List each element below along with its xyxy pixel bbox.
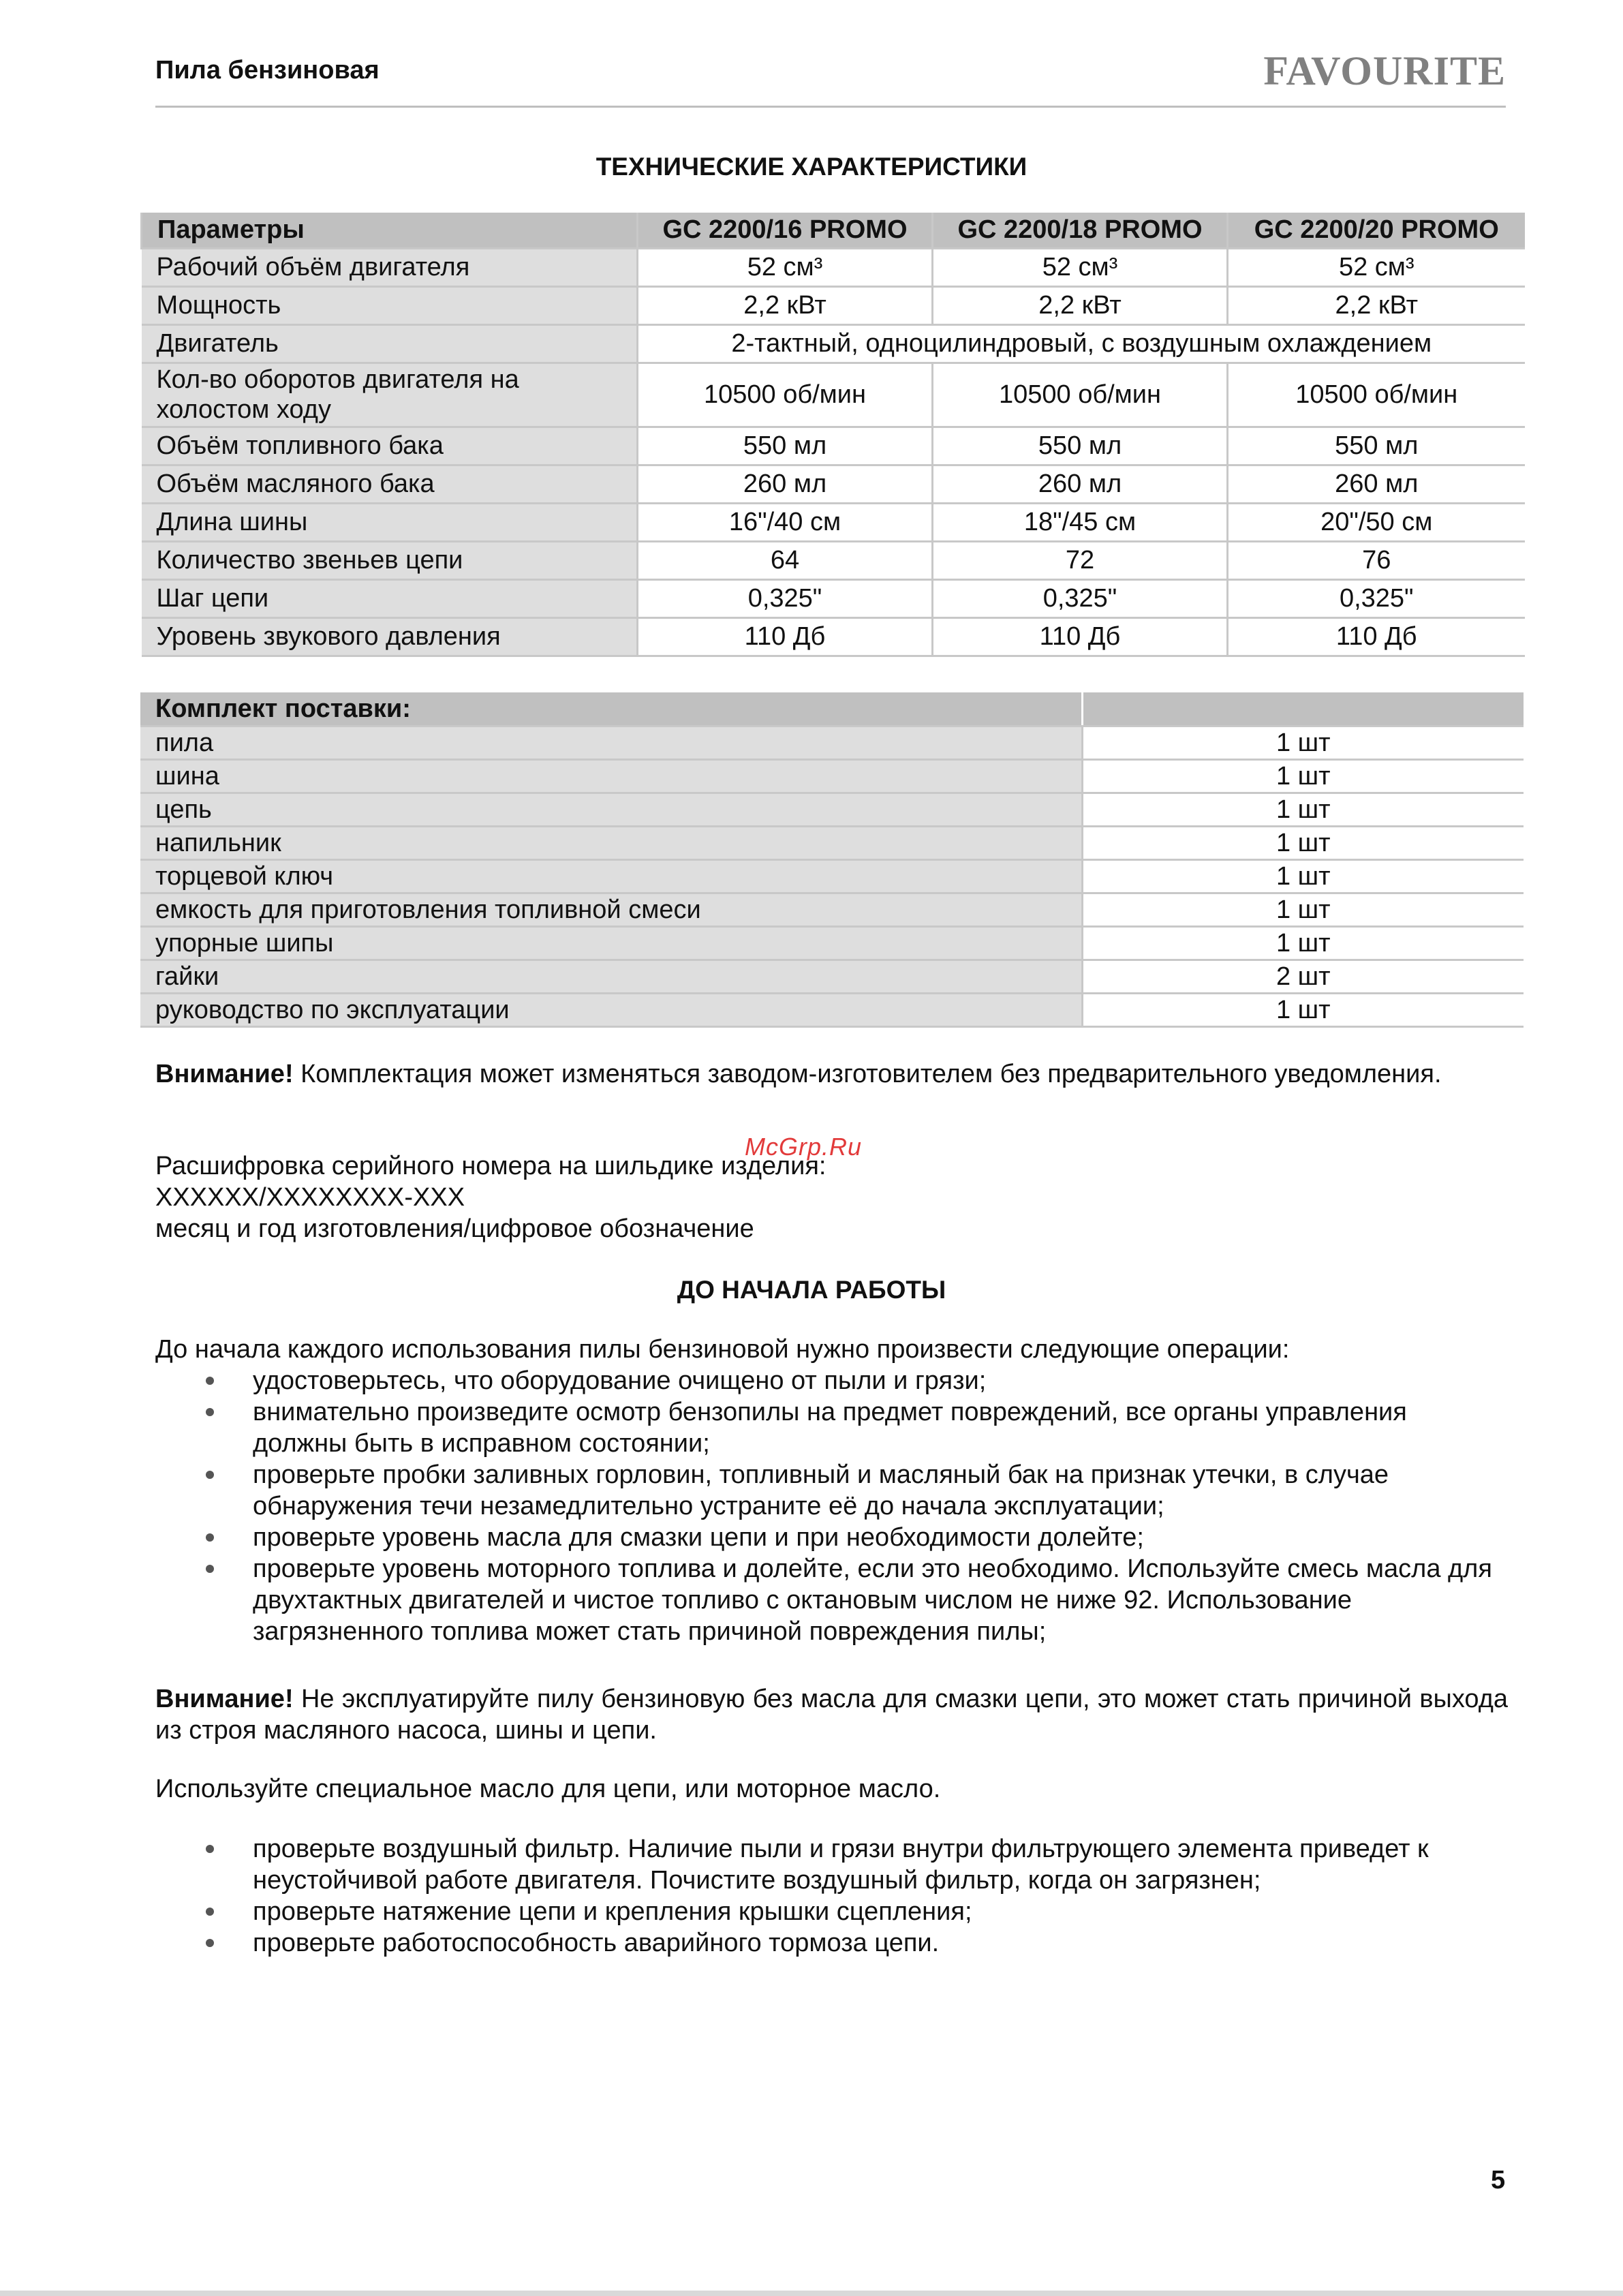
kit-header: Комплект поставки: <box>140 692 1082 726</box>
specs-header-param: Параметры <box>142 213 638 248</box>
equipment-notice <box>155 1058 1508 1090</box>
param-value: 110 Дб <box>638 617 933 656</box>
param-label: Двигатель <box>142 324 638 363</box>
list-item <box>155 1365 1508 1396</box>
bullet-icon <box>206 1908 214 1916</box>
param-label: Шаг цепи <box>142 579 638 617</box>
kit-qty: 1 шт <box>1082 893 1524 926</box>
table-row <box>142 503 1525 541</box>
list-item-text: удостоверьтесь, что оборудование очищено от пыли и грязи; <box>253 1366 987 1395</box>
kit-item: напильник <box>140 826 1082 859</box>
kit-qty: 1 шт <box>1082 793 1524 826</box>
kit-item: гайки <box>140 960 1082 993</box>
kit-header-qty <box>1082 692 1524 726</box>
page-bottom-divider <box>0 2291 1623 2296</box>
list-item <box>155 1459 1508 1522</box>
list-item <box>155 1522 1508 1553</box>
bullet-icon <box>206 1565 214 1573</box>
serial-format: ХХХХХХ/ХХХХХХХХ-ХХХ <box>155 1183 465 1212</box>
table-row <box>140 859 1524 893</box>
param-value: 52 см³ <box>1228 248 1525 286</box>
specs-table <box>140 213 1525 657</box>
param-value: 10500 об/мин <box>933 363 1228 427</box>
param-value: 260 мл <box>638 465 933 503</box>
table-row <box>142 427 1525 465</box>
param-label: Длина шины <box>142 503 638 541</box>
specs-header-row <box>142 213 1525 248</box>
param-label: Кол-во оборотов двигателя на холостом ходу <box>142 363 638 427</box>
oil-notice <box>155 1683 1508 1746</box>
param-value: 52 см³ <box>638 248 933 286</box>
table-row <box>140 993 1524 1026</box>
param-value: 52 см³ <box>933 248 1228 286</box>
notice-label: Внимание! <box>155 1685 294 1713</box>
list-item <box>155 1396 1508 1459</box>
table-row <box>140 826 1524 859</box>
oil-note: Используйте специальное масло для цепи, или моторное масло. <box>155 1775 941 1803</box>
param-value: 110 Дб <box>1228 617 1525 656</box>
kit-item: торцевой ключ <box>140 859 1082 893</box>
param-value: 550 мл <box>638 427 933 465</box>
page-header <box>155 48 1506 108</box>
before-work-title: ДО НАЧАЛА РАБОТЫ <box>677 1276 946 1304</box>
table-row <box>140 759 1524 793</box>
specs-header-model: GC 2200/16 PROMO <box>638 213 933 248</box>
param-value-merged: 2-тактный, одноцилиндровый, с воздушным охлаждением <box>638 324 1525 363</box>
kit-qty: 1 шт <box>1082 993 1524 1026</box>
param-label: Мощность <box>142 286 638 324</box>
checklist-continued <box>155 1833 1508 1959</box>
kit-qty: 2 шт <box>1082 960 1524 993</box>
table-row <box>142 541 1525 579</box>
serial-line: Расшифровка серийного номера на шильдике изделия: <box>155 1152 826 1180</box>
param-value: 72 <box>933 541 1228 579</box>
table-row <box>140 726 1524 759</box>
param-value: 64 <box>638 541 933 579</box>
param-label: Уровень звукового давления <box>142 617 638 656</box>
table-row <box>140 926 1524 960</box>
kit-item: руководство по эксплуатации <box>140 993 1082 1026</box>
watermark: McGrp.Ru <box>745 1133 863 1161</box>
kit-item: цепь <box>140 793 1082 826</box>
kit-item: емкость для приготовления топливной смеси <box>140 893 1082 926</box>
param-value: 260 мл <box>933 465 1228 503</box>
notice-label: Внимание! <box>155 1060 294 1088</box>
param-value: 550 мл <box>933 427 1228 465</box>
table-row <box>140 893 1524 926</box>
kit-item: упорные шипы <box>140 926 1082 960</box>
param-value: 16"/40 см <box>638 503 933 541</box>
kit-item: шина <box>140 759 1082 793</box>
kit-qty: 1 шт <box>1082 926 1524 960</box>
table-row <box>142 465 1525 503</box>
bullet-icon <box>206 1845 214 1853</box>
specs-header-model: GC 2200/18 PROMO <box>933 213 1228 248</box>
list-item-text: проверьте натяжение цепи и крепления крышки сцепления; <box>253 1897 972 1926</box>
checklist <box>155 1365 1508 1647</box>
param-value: 2,2 кВт <box>933 286 1228 324</box>
serial-line: месяц и год изготовления/цифровое обозначение <box>155 1214 754 1243</box>
param-value: 76 <box>1228 541 1525 579</box>
notice-text: Не эксплуатируйте пилу бензиновую без масла для смазки цепи, это может стать причиной выхода из строя масляного насоса, шины и цепи. <box>155 1685 1508 1745</box>
specs-title: ТЕХНИЧЕСКИЕ ХАРАКТЕРИСТИКИ <box>596 153 1027 181</box>
param-value: 20"/50 см <box>1228 503 1525 541</box>
kit-qty: 1 шт <box>1082 826 1524 859</box>
list-item <box>155 1896 1508 1927</box>
table-row <box>140 793 1524 826</box>
list-item-text: проверьте уровень моторного топлива и долейте, если это необходимо. Используйте смесь масла для двухтактных двигателей и чистое топливо с октановым числом не ниже 92. Использование загрязненного топлива может стать причиной повреждения пилы; <box>253 1555 1492 1646</box>
param-value: 0,325" <box>638 579 933 617</box>
param-value: 10500 об/мин <box>638 363 933 427</box>
bullet-icon <box>206 1471 214 1479</box>
serial-info <box>155 1150 1508 1244</box>
list-item-text: проверьте работоспособность аварийного тормоза цепи. <box>253 1929 940 1957</box>
table-row <box>142 286 1525 324</box>
param-value: 10500 об/мин <box>1228 363 1525 427</box>
page-number: 5 <box>1491 2166 1506 2194</box>
kit-qty: 1 шт <box>1082 759 1524 793</box>
param-value: 260 мл <box>1228 465 1525 503</box>
table-row <box>140 960 1524 993</box>
bullet-icon <box>206 1533 214 1542</box>
list-item-text: проверьте пробки заливных горловин, топливный и масляный бак на признак утечки, в случае обнаружения течи незамедлительно устраните её до начала эксплуатации; <box>253 1460 1389 1520</box>
list-item <box>155 1553 1508 1647</box>
kit-qty: 1 шт <box>1082 859 1524 893</box>
bullet-icon <box>206 1408 214 1416</box>
kit-item: пила <box>140 726 1082 759</box>
specs-header-model: GC 2200/20 PROMO <box>1228 213 1525 248</box>
kit-qty: 1 шт <box>1082 726 1524 759</box>
list-item <box>155 1833 1508 1896</box>
bullet-icon <box>206 1939 214 1947</box>
param-value: 0,325" <box>933 579 1228 617</box>
param-label: Объём топливного бака <box>142 427 638 465</box>
param-value: 2,2 кВт <box>638 286 933 324</box>
table-row <box>142 579 1525 617</box>
before-work-intro: До начала каждого использования пилы бензиновой нужно произвести следующие операции: <box>155 1335 1290 1364</box>
table-row <box>142 363 1525 427</box>
kit-table <box>140 692 1524 1028</box>
param-value: 0,325" <box>1228 579 1525 617</box>
brand-logo: FAVOURITE <box>1263 48 1506 93</box>
bullet-icon <box>206 1377 214 1385</box>
list-item-text: проверьте воздушный фильтр. Наличие пыли и грязи внутри фильтрующего элемента приведет к неустойчивой работе двигателя. Почистите воздушный фильтр, когда он загрязнен; <box>253 1835 1429 1895</box>
table-row <box>142 324 1525 363</box>
kit-header-row <box>140 692 1524 726</box>
param-label: Количество звеньев цепи <box>142 541 638 579</box>
param-label: Объём масляного бака <box>142 465 638 503</box>
param-value: 550 мл <box>1228 427 1525 465</box>
param-value: 2,2 кВт <box>1228 286 1525 324</box>
notice-text: Комплектация может изменяться заводом-изготовителем без предварительного уведомления. <box>293 1060 1442 1088</box>
table-row <box>142 248 1525 286</box>
list-item <box>155 1927 1508 1959</box>
param-value: 18"/45 см <box>933 503 1228 541</box>
param-value: 110 Дб <box>933 617 1228 656</box>
list-item-text: внимательно произведите осмотр бензопилы на предмет повреждений, все органы управления должны быть в исправном состоянии; <box>253 1398 1407 1458</box>
document-title: Пила бензиновая <box>155 56 380 85</box>
list-item-text: проверьте уровень масла для смазки цепи и при необходимости долейте; <box>253 1523 1144 1552</box>
table-row <box>142 617 1525 656</box>
param-label: Рабочий объём двигателя <box>142 248 638 286</box>
